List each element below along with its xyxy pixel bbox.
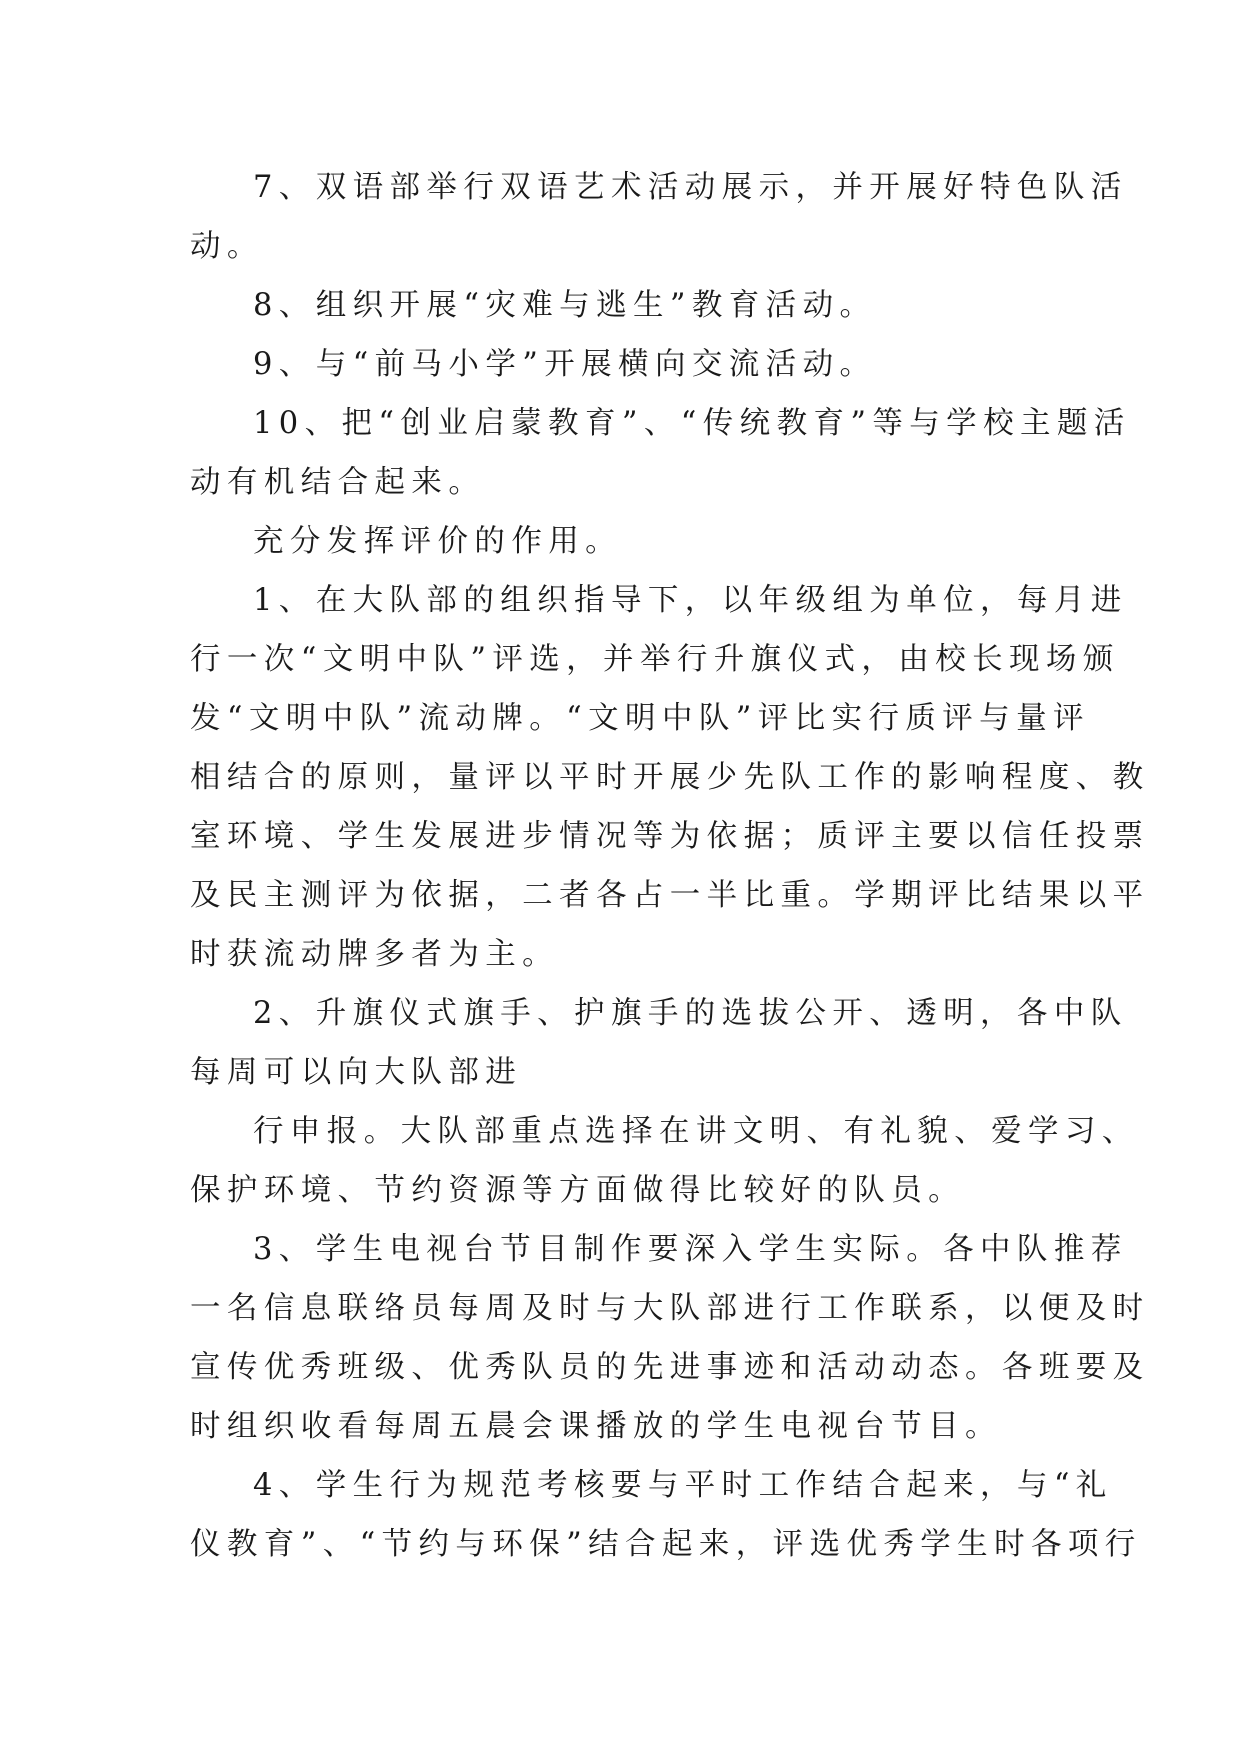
paragraph-line: 2、升旗仪式旗手、护旗手的选拔公开、透明，各中队 xyxy=(253,996,1128,1031)
paragraph-line: 时组织收看每周五晨会课播放的学生电视台节目。 xyxy=(190,1409,1002,1444)
paragraph-line: 充分发挥评价的作用。 xyxy=(253,524,623,559)
paragraph-line: 时获流动牌多者为主。 xyxy=(190,937,560,972)
paragraph-line: 动。 xyxy=(190,229,264,264)
paragraph-line: 10、把“创业启蒙教育”、“传统教育”等与学校主题活 xyxy=(253,406,1131,441)
paragraph-line: 保护环境、节约资源等方面做得比较好的队员。 xyxy=(190,1173,966,1208)
paragraph-line: 行申报。大队部重点选择在讲文明、有礼貌、爱学习、 xyxy=(253,1114,1139,1149)
paragraph-line: 每周可以向大队部进 xyxy=(190,1055,523,1090)
paragraph-line: 及民主测评为依据，二者各占一半比重。学期评比结果以平 xyxy=(190,878,1150,913)
paragraph-line: 9、与“前马小学”开展横向交流活动。 xyxy=(253,347,877,382)
paragraph-line: 仪教育”、“节约与环保”结合起来，评选优秀学生时各项行 xyxy=(190,1527,1142,1562)
paragraph-line: 1、在大队部的组织指导下，以年级组为单位，每月进 xyxy=(253,583,1128,618)
paragraph-line: 7、双语部举行双语艺术活动展示，并开展好特色队活 xyxy=(253,170,1128,205)
paragraph-line: 发“文明中队”流动牌。“文明中队”评比实行质评与量评 xyxy=(190,701,1090,736)
document-body xyxy=(190,158,1150,1574)
paragraph-line: 3、学生电视台节目制作要深入学生实际。各中队推荐 xyxy=(253,1232,1128,1267)
paragraph-line: 一名信息联络员每周及时与大队部进行工作联系，以便及时 xyxy=(190,1291,1150,1326)
paragraph-line: 室环境、学生发展进步情况等为依据；质评主要以信任投票 xyxy=(190,819,1150,854)
paragraph-line: 4、学生行为规范考核要与平时工作结合起来，与“礼 xyxy=(253,1468,1113,1503)
paragraph-line: 动有机结合起来。 xyxy=(190,465,486,500)
paragraph-line: 宣传优秀班级、优秀队员的先进事迹和活动动态。各班要及 xyxy=(190,1350,1150,1385)
paragraph-line: 行一次“文明中队”评选，并举行升旗仪式，由校长现场颁 xyxy=(190,642,1120,677)
paragraph-line: 相结合的原则，量评以平时开展少先队工作的影响程度、教 xyxy=(190,760,1150,795)
paragraph-line: 8、组织开展“灾难与逃生”教育活动。 xyxy=(253,288,877,323)
